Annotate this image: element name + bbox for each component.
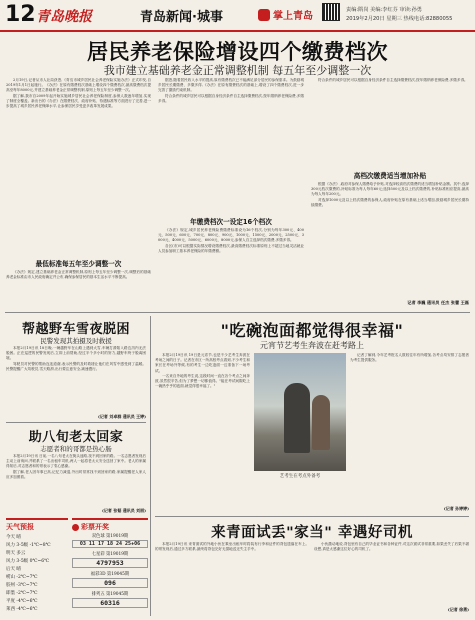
help-subheadline: 志愿者和的哥都是热心肠 (40, 445, 112, 453)
weather-title: 天气预报 (6, 523, 34, 531)
lead-column-1b (6, 270, 151, 308)
qr-code-icon (322, 3, 340, 21)
lottery-label: 双色球 第19019期 (91, 534, 129, 539)
noodles-paragraph: 一名来自外地的考生说,这段时间一直在各个考点之间奔波,虽然很辛苦,但为了梦想一切都值得。"能在考试间隙吃上一碗热乎乎的泡面,就觉得很幸福了。" (155, 373, 250, 389)
lottery-box (72, 518, 148, 616)
snow-paragraph: 本报2月19日讯 18日晚,一辆越野车在山路上遇到大雪,车辆打滑陷入路边沟内无法脱困。正在巡逻的民警发现后,立即上前帮助,经过半个多小时的努力,越野车终于脱离困境。 (6, 346, 146, 361)
app-logo (258, 7, 313, 22)
lottery-label: 七星彩 第19019期 (91, 552, 129, 557)
help-paragraph: 本报2月19日讯 日前,一名八旬老太在街头迷路,找不到回家的路。一名志愿者发现后主动上前询问,并联系了一名出租车司机,两人一起将老太太安全送回了家中。老人的家属得知后,对志愿者和的哥表示了衷心感谢。 (6, 454, 146, 469)
lead-byline: 记者 李巍 通讯员 任杰 张蕾 王磊 (407, 300, 469, 305)
weather-row: 即墨 -2℃~7℃ (6, 591, 38, 596)
noodles-subheadline: 元宵节艺考生奔波在赶考路上 (260, 341, 364, 350)
masthead (0, 0, 475, 30)
photo-person (284, 383, 310, 453)
lead-paragraph: 各区(市)可以根据实际情况增设缴费档次,最高缴费档次标准原则上不超过当地灵活就业人员参加职工基本养老保险的年缴费额。 (158, 243, 304, 253)
lead-column-1 (6, 78, 151, 256)
lead-headline: 居民养老保险增设四个缴费档次 (87, 40, 388, 64)
noodles-body-2 (350, 353, 469, 503)
lead-subheadline: 我市建立基础养老金正常调整机制 每五年至少调整一次 (103, 64, 372, 77)
noodles-headline: "吃碗泡面都觉得很幸福" (220, 321, 404, 340)
noodles-photo (254, 353, 346, 471)
noodles-photo-caption: 艺考生在考点外备考 (279, 474, 321, 479)
app-icon (258, 9, 270, 21)
lead-paragraph: 《办法》规定,建立基础养老金正常调整机制,原则上每五年至少调整一次,调整后的基础养老金标准由市人民政府确定并公布,确保参保居民的基本生活水平不断提高。 (6, 270, 151, 280)
lead-column-3b (311, 182, 469, 298)
home-body-1 (155, 542, 309, 614)
lottery-number: 4797953 (72, 558, 148, 568)
weather-box (6, 518, 68, 616)
lead-paragraph: 2月19日,记者从市人社局获悉,《青岛市城乡居民社会养老保险实施办法》正式印发,自2019年1月1日起施行。《办法》在原有缴费档次基础上增设四个缴费档次,最高缴费档次提高至每年8000元,并建立基础养老金正常调整机制,原则上每五年至少调整一次。 (6, 78, 151, 93)
home-paragraph: 小伙激动地说,背包里有自己的毕业证书和各种证件,对这次面试非常重要,如果丢失了后果不堪设想,真是太感谢这位好心的司机了。 (314, 542, 469, 552)
help-paragraph: 据了解,老人因年事已高,记忆力减退,外出时常常找不到回家的路,家属提醒老人家人应多加照看。 (6, 469, 146, 479)
home-byline: (记者 徐勇) (447, 607, 469, 612)
section-title-subsidy: 高档次缴费适当增加补贴 (353, 172, 427, 180)
section-name: 青岛新闻·城事 (140, 10, 223, 25)
snow-headline: 帮越野车雪夜脱困 (21, 322, 130, 337)
lottery-label: 福彩3D 第19045期 (90, 572, 130, 577)
lottery-number: 096 (72, 578, 148, 588)
weather-row: 明天 多云 (6, 551, 26, 556)
help-body (6, 454, 146, 508)
lead-paragraph: 据了解,我市自2009年起开始实施城乡居民社会养老保险制度,参保人数逐年增加,实现了制度全覆盖。新出台的《办法》在缴费档次、政府补贴、待遇标准等方面进行了完善,进一步提高了城乡居民养老保障水平,让参保居民享受更多改革发展成果。 (6, 93, 151, 109)
snow-body (6, 346, 146, 414)
noodles-paragraph: 记者了解到,今年艺考报名人数较往年有所增加,各考点均安排了志愿者为考生提供服务。 (350, 353, 469, 363)
lead-column-3 (311, 78, 469, 168)
snow-subheadline: 民警发现其拍摄及时救援 (40, 337, 112, 345)
weather-row: 胶州 -3℃~7℃ (6, 583, 38, 588)
help-headline: 助八旬老太回家 (28, 430, 124, 445)
weather-row: 莱西 -4℃~6℃ (6, 607, 38, 612)
weather-row: 风力 3-5级 -1℃~8℃ (6, 543, 51, 548)
section-title-min-standard: 最低标准每五年至少调整一次 (35, 260, 122, 268)
help-byline: (记者 张韬 通讯员 刘丽) (102, 508, 146, 513)
lead-paragraph: 符合条件的城乡居民可以根据自身经济条件自主选择缴费档次,按年缴纳养老保险费,多缴多得。 (318, 78, 468, 82)
photo-person (312, 395, 330, 450)
section-title-tiers: 年缴费档次一设定16个档次 (190, 218, 272, 226)
snow-byline: (记者 刘卓群 通讯员 王婷) (98, 414, 146, 419)
left-divider (6, 422, 146, 423)
vertical-divider (150, 316, 151, 616)
lottery-icon (72, 524, 79, 531)
lead-paragraph: 符合条件的城乡居民可以根据自身经济条件自主选择缴费档次,按年缴纳养老保险费,多缴多得。 (158, 93, 304, 103)
home-headline: 来青面试丢"家当" 幸遇好司机 (211, 525, 413, 541)
noodles-bottom-rule (155, 516, 469, 517)
lead-paragraph: 《办法》规定,城乡居民养老保险费缴费标准设为16个档次,分别为每年300元、400元、500元、600元、700元、800元、900元、1000元、1500元、2000元、2500元、3000元、4000元、5000元、6000元、8000元,参保人自主选择档次缴费,多缴多得。 (158, 228, 304, 243)
noodles-body-1 (155, 353, 250, 515)
app-name: 掌上青岛 (273, 11, 313, 22)
lottery-number: 03 11 17 18 24 25+06 (72, 540, 148, 548)
home-paragraph: 本报2月19日讯 来青面试的外地小伙在乘坐出租车时将装有行李和证件的背包遗落在车上。的哥发现后,通过多方联系,最终将背包完好无损地送还失主手中。 (155, 542, 309, 552)
lead-column-2b (158, 228, 304, 308)
masthead-divider (0, 30, 475, 32)
lead-bottom-rule (5, 312, 470, 313)
noodles-paragraph: 本报2月19日讯 19日是元宵节,也是不少艺考生奔波在考场之间的日子。记者在市区一所高校考点看到,不少考生和家长在考场外等候,有的考生一边吃泡面一边准备下一场考试。 (155, 353, 250, 373)
lead-paragraph: 对选择1000元及以上档次缴费的参保人,政府补贴在原有基础上适当增加,鼓励城乡居民长期持续缴费。 (311, 197, 469, 207)
lottery-title: 彩票开奖 (81, 523, 109, 531)
weather-row: 今天 晴 (6, 535, 21, 540)
weather-row: 后天 晴 (6, 567, 21, 572)
newspaper-logo: 青岛晚报 (36, 9, 92, 25)
lead-paragraph: 根据《办法》,政府对参保人缴费给予补贴,对选择较高档次缴费的适当增加补贴金额。其中,选择300元档次缴费的,补贴标准为每人每年60元;选择500元及以上档次缴费的,补贴标准相应提高,最高为每人每年200元。 (311, 182, 469, 197)
lottery-number: 60316 (72, 598, 148, 608)
lead-paragraph: 据悉,随着居民收入水平的提高,原有缴费档次已不能满足部分居民的参保需求。为鼓励城乡居民长期缴费、多缴多得,《办法》在原有缴费档次的基础上,增设了四个缴费档次,进一步完善了激励约束机制。 (158, 78, 304, 93)
snow-paragraph: 驾驶员对民警的帮助连连道谢,表示民警的及时救援让他们在风雪中感受到了温暖。民警提醒广大驾驶员,雪天路滑,出行要注意安全,减速慢行。 (6, 361, 146, 371)
masthead-info-1: 责编:隋岗 美编:李红芬 审读:孙勇 (346, 7, 422, 13)
weather-row: 平度 -4℃~6℃ (6, 599, 38, 604)
weather-row: 崂山 -2℃~7℃ (6, 575, 38, 580)
masthead-info-2: 2019年2月20日 星期三 热线电话:82880055 (346, 16, 453, 22)
noodles-byline: (记者 孙婷婷) (443, 506, 469, 511)
home-body-2 (314, 542, 469, 606)
lead-column-2 (158, 78, 304, 213)
weather-row: 风力 3-5级 0℃~6℃ (6, 559, 50, 564)
lottery-label: 排列五 第19045期 (91, 592, 129, 597)
page-number: 12 (5, 2, 36, 27)
